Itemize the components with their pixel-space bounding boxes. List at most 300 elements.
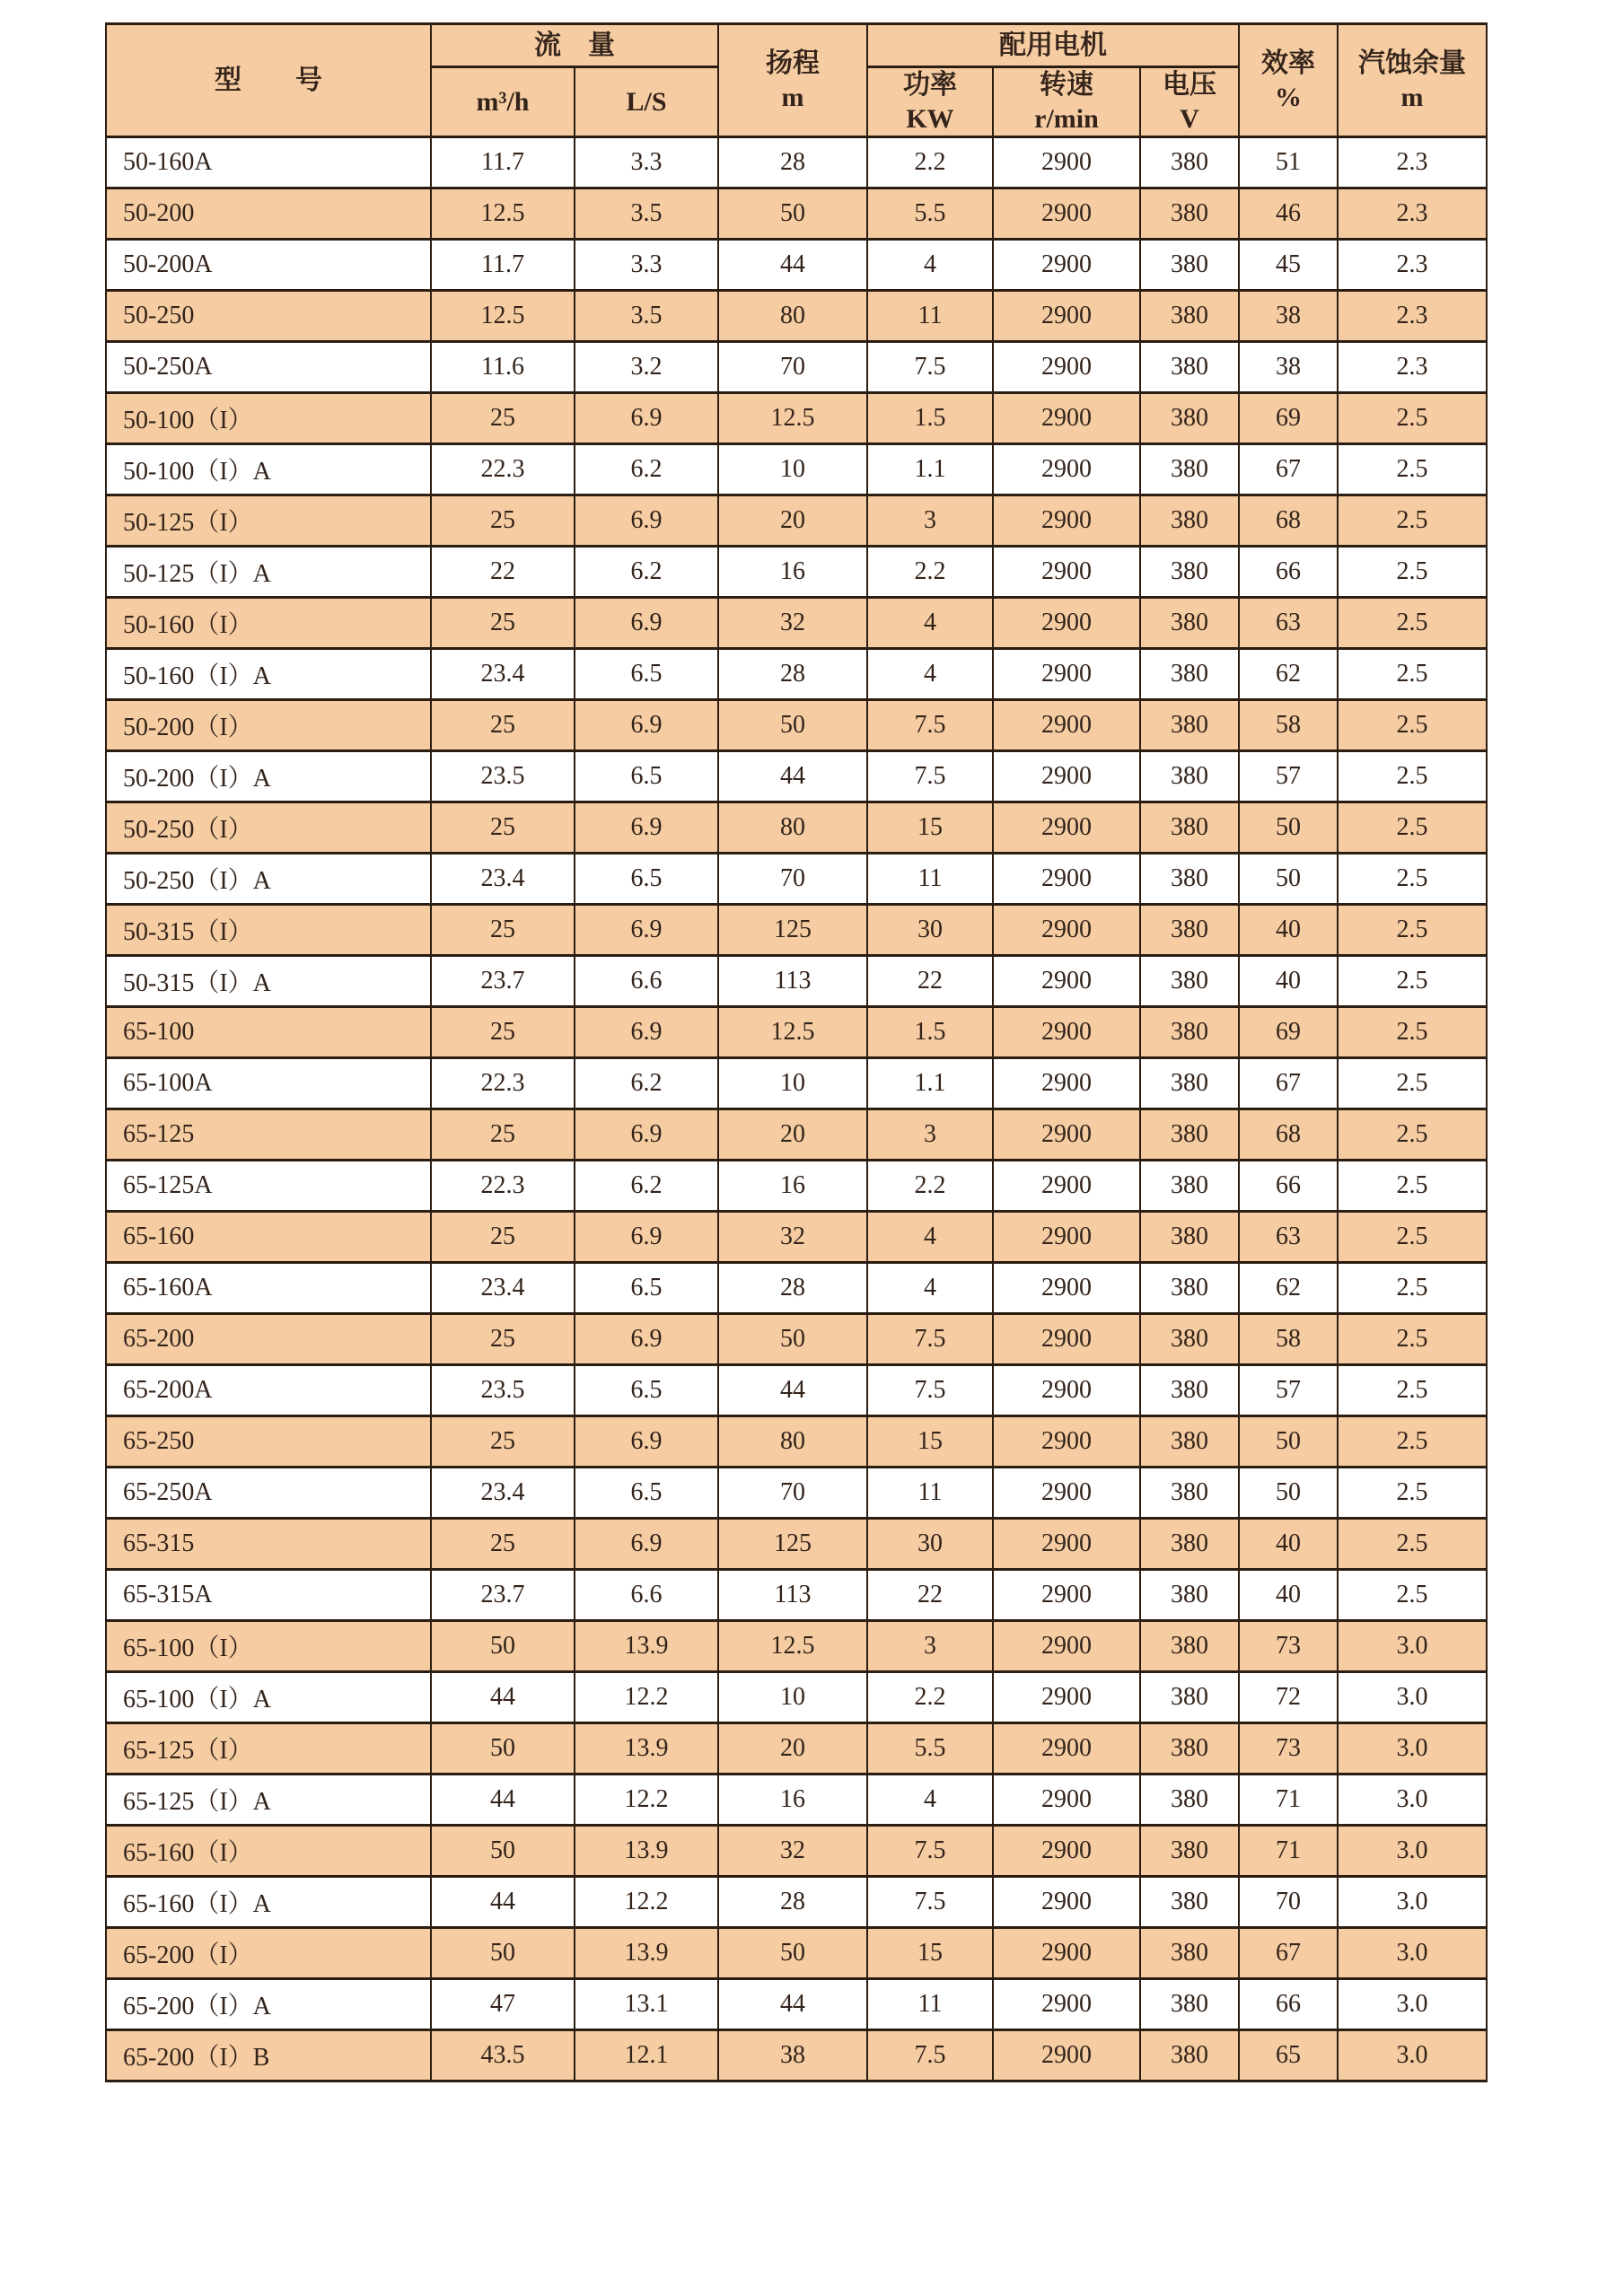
value-cell: 2.5: [1338, 598, 1487, 649]
value-cell: 38: [718, 2030, 867, 2081]
col-header-speed: [993, 67, 1140, 137]
model-cell: 65-100A: [106, 1058, 431, 1109]
value-cell: 6.5: [575, 854, 718, 905]
value-cell: 22: [867, 956, 993, 1007]
value-cell: 44: [718, 240, 867, 291]
value-cell: 45: [1239, 240, 1338, 291]
value-cell: 13.9: [575, 1621, 718, 1672]
model-cell: 65-100（I）: [106, 1621, 431, 1672]
value-cell: 70: [1239, 1877, 1338, 1928]
value-cell: 3.0: [1338, 1979, 1487, 2030]
value-cell: 2900: [993, 1570, 1140, 1621]
value-cell: 3.2: [575, 342, 718, 393]
table-row: [106, 1365, 1487, 1416]
value-cell: 25: [431, 598, 575, 649]
value-cell: 3.5: [575, 188, 718, 240]
table-body: [106, 137, 1487, 2081]
value-cell: 25: [431, 495, 575, 547]
value-cell: 68: [1239, 1109, 1338, 1161]
value-cell: 51: [1239, 137, 1338, 188]
model-cell: 50-200A: [106, 240, 431, 291]
value-cell: 58: [1239, 700, 1338, 751]
value-cell: 2.5: [1338, 1570, 1487, 1621]
value-cell: 380: [1140, 1621, 1239, 1672]
value-cell: 2.3: [1338, 342, 1487, 393]
value-cell: 11.7: [431, 240, 575, 291]
table-row: [106, 598, 1487, 649]
value-cell: 6.2: [575, 1058, 718, 1109]
value-cell: 12.5: [718, 1621, 867, 1672]
value-cell: 50: [718, 1314, 867, 1365]
model-cell: 65-160: [106, 1212, 431, 1263]
value-cell: 15: [867, 802, 993, 854]
value-cell: 1.5: [867, 1007, 993, 1058]
value-cell: 2900: [993, 854, 1140, 905]
value-cell: 70: [718, 854, 867, 905]
value-cell: 66: [1239, 1979, 1338, 2030]
value-cell: 3.0: [1338, 1621, 1487, 1672]
value-cell: 12.2: [575, 1877, 718, 1928]
model-cell: 50-250A: [106, 342, 431, 393]
value-cell: 10: [718, 1058, 867, 1109]
value-cell: 3: [867, 495, 993, 547]
col-header-efficiency: [1239, 24, 1338, 137]
value-cell: 67: [1239, 1058, 1338, 1109]
value-cell: 2.5: [1338, 547, 1487, 598]
value-cell: 47: [431, 1979, 575, 2030]
value-cell: 66: [1239, 547, 1338, 598]
value-cell: 380: [1140, 547, 1239, 598]
value-cell: 44: [718, 751, 867, 802]
value-cell: 3.0: [1338, 1826, 1487, 1877]
value-cell: 65: [1239, 2030, 1338, 2081]
value-cell: 2900: [993, 1161, 1140, 1212]
value-cell: 2900: [993, 188, 1140, 240]
table-row: [106, 751, 1487, 802]
value-cell: 7.5: [867, 1826, 993, 1877]
table-row: [106, 1263, 1487, 1314]
value-cell: 2.3: [1338, 240, 1487, 291]
value-cell: 38: [1239, 342, 1338, 393]
value-cell: 6.9: [575, 1314, 718, 1365]
value-cell: 2900: [993, 291, 1140, 342]
value-cell: 6.2: [575, 444, 718, 495]
col-header-voltage-unit: V: [1180, 103, 1199, 134]
value-cell: 12.2: [575, 1672, 718, 1723]
value-cell: 6.9: [575, 1416, 718, 1468]
value-cell: 6.9: [575, 1519, 718, 1570]
value-cell: 2900: [993, 444, 1140, 495]
table-row: [106, 1314, 1487, 1365]
model-cell: 65-315A: [106, 1570, 431, 1621]
value-cell: 2.2: [867, 547, 993, 598]
value-cell: 2900: [993, 137, 1140, 188]
value-cell: 6.9: [575, 802, 718, 854]
col-header-head: [718, 24, 867, 137]
value-cell: 380: [1140, 956, 1239, 1007]
value-cell: 50: [1239, 802, 1338, 854]
value-cell: 2.5: [1338, 1314, 1487, 1365]
value-cell: 2.5: [1338, 700, 1487, 751]
value-cell: 15: [867, 1928, 993, 1979]
value-cell: 7.5: [867, 700, 993, 751]
value-cell: 380: [1140, 649, 1239, 700]
value-cell: 46: [1239, 188, 1338, 240]
model-cell: 50-125（I）A: [106, 547, 431, 598]
col-header-power: [867, 67, 993, 137]
value-cell: 2.2: [867, 137, 993, 188]
value-cell: 32: [718, 1212, 867, 1263]
value-cell: 6.5: [575, 751, 718, 802]
value-cell: 380: [1140, 1365, 1239, 1416]
value-cell: 67: [1239, 1928, 1338, 1979]
value-cell: 2.5: [1338, 1468, 1487, 1519]
table-row: [106, 1058, 1487, 1109]
value-cell: 50: [718, 188, 867, 240]
value-cell: 3: [867, 1109, 993, 1161]
value-cell: 28: [718, 1263, 867, 1314]
table-row: [106, 700, 1487, 751]
value-cell: 28: [718, 649, 867, 700]
value-cell: 380: [1140, 1723, 1239, 1775]
value-cell: 13.9: [575, 1928, 718, 1979]
value-cell: 22: [431, 547, 575, 598]
model-cell: 65-125（I）: [106, 1723, 431, 1775]
value-cell: 3.0: [1338, 1775, 1487, 1826]
value-cell: 2900: [993, 956, 1140, 1007]
value-cell: 57: [1239, 751, 1338, 802]
table-header: [106, 24, 1487, 137]
table-row: [106, 1672, 1487, 1723]
value-cell: 2900: [993, 240, 1140, 291]
value-cell: 50: [431, 1723, 575, 1775]
model-cell: 65-200: [106, 1314, 431, 1365]
value-cell: 1.1: [867, 444, 993, 495]
model-cell: 65-200（I）B: [106, 2030, 431, 2081]
model-cell: 65-250A: [106, 1468, 431, 1519]
value-cell: 22.3: [431, 1058, 575, 1109]
value-cell: 380: [1140, 291, 1239, 342]
value-cell: 2900: [993, 1263, 1140, 1314]
value-cell: 25: [431, 700, 575, 751]
table-row: [106, 495, 1487, 547]
value-cell: 2.5: [1338, 1263, 1487, 1314]
table-row: [106, 1519, 1487, 1570]
value-cell: 1.1: [867, 1058, 993, 1109]
col-header-head-unit: m: [781, 82, 804, 112]
value-cell: 7.5: [867, 1314, 993, 1365]
value-cell: 25: [431, 1109, 575, 1161]
value-cell: 22: [867, 1570, 993, 1621]
col-header-voltage-label: 电压: [1163, 70, 1217, 100]
value-cell: 2900: [993, 2030, 1140, 2081]
value-cell: 50: [1239, 1468, 1338, 1519]
value-cell: 125: [718, 905, 867, 956]
value-cell: 13.9: [575, 1723, 718, 1775]
value-cell: 2.3: [1338, 188, 1487, 240]
model-cell: 50-200: [106, 188, 431, 240]
value-cell: 3: [867, 1621, 993, 1672]
table-row: [106, 854, 1487, 905]
value-cell: 2900: [993, 547, 1140, 598]
table-row: [106, 291, 1487, 342]
model-cell: 65-315: [106, 1519, 431, 1570]
value-cell: 4: [867, 1263, 993, 1314]
value-cell: 2900: [993, 905, 1140, 956]
model-cell: 50-200（I）A: [106, 751, 431, 802]
model-cell: 50-160（I）A: [106, 649, 431, 700]
value-cell: 6.9: [575, 905, 718, 956]
value-cell: 3.0: [1338, 1928, 1487, 1979]
value-cell: 44: [431, 1877, 575, 1928]
value-cell: 125: [718, 1519, 867, 1570]
value-cell: 2900: [993, 1007, 1140, 1058]
value-cell: 3.5: [575, 291, 718, 342]
value-cell: 50: [718, 1928, 867, 1979]
value-cell: 2.5: [1338, 1109, 1487, 1161]
model-cell: 50-160A: [106, 137, 431, 188]
value-cell: 2900: [993, 649, 1140, 700]
value-cell: 2900: [993, 802, 1140, 854]
value-cell: 380: [1140, 854, 1239, 905]
value-cell: 11: [867, 854, 993, 905]
table-row: [106, 1109, 1487, 1161]
model-cell: 65-125A: [106, 1161, 431, 1212]
value-cell: 380: [1140, 1570, 1239, 1621]
value-cell: 28: [718, 1877, 867, 1928]
table-row: [106, 2030, 1487, 2081]
col-header-voltage: [1140, 67, 1239, 137]
value-cell: 2.5: [1338, 905, 1487, 956]
model-cell: 50-250（I）: [106, 802, 431, 854]
model-cell: 65-200（I）A: [106, 1979, 431, 2030]
value-cell: 23.4: [431, 1263, 575, 1314]
model-cell: 65-200（I）: [106, 1928, 431, 1979]
table-row: [106, 393, 1487, 444]
value-cell: 7.5: [867, 2030, 993, 2081]
value-cell: 7.5: [867, 1365, 993, 1416]
value-cell: 380: [1140, 598, 1239, 649]
value-cell: 380: [1140, 240, 1239, 291]
table-row: [106, 1416, 1487, 1468]
value-cell: 6.9: [575, 1007, 718, 1058]
table-row: [106, 137, 1487, 188]
value-cell: 2.2: [867, 1672, 993, 1723]
model-cell: 50-250（I）A: [106, 854, 431, 905]
value-cell: 3.0: [1338, 1723, 1487, 1775]
model-cell: 65-125: [106, 1109, 431, 1161]
value-cell: 2.3: [1338, 291, 1487, 342]
value-cell: 380: [1140, 751, 1239, 802]
pump-spec-table: [105, 22, 1488, 2082]
model-cell: 65-100: [106, 1007, 431, 1058]
value-cell: 25: [431, 1416, 575, 1468]
table-row: [106, 1775, 1487, 1826]
value-cell: 380: [1140, 342, 1239, 393]
table-row: [106, 1161, 1487, 1212]
value-cell: 69: [1239, 393, 1338, 444]
value-cell: 380: [1140, 1826, 1239, 1877]
value-cell: 2.5: [1338, 649, 1487, 700]
value-cell: 6.9: [575, 495, 718, 547]
value-cell: 113: [718, 956, 867, 1007]
value-cell: 25: [431, 1212, 575, 1263]
value-cell: 2.2: [867, 1161, 993, 1212]
value-cell: 4: [867, 649, 993, 700]
model-cell: 50-315（I）: [106, 905, 431, 956]
value-cell: 380: [1140, 1109, 1239, 1161]
col-header-model: 型 号: [106, 24, 431, 137]
value-cell: 4: [867, 1212, 993, 1263]
value-cell: 2.5: [1338, 444, 1487, 495]
model-cell: 65-125（I）A: [106, 1775, 431, 1826]
value-cell: 12.5: [718, 393, 867, 444]
value-cell: 2.5: [1338, 751, 1487, 802]
col-header-flow-group: 流 量: [431, 24, 718, 67]
value-cell: 380: [1140, 905, 1239, 956]
value-cell: 2900: [993, 1672, 1140, 1723]
model-cell: 50-125（I）: [106, 495, 431, 547]
value-cell: 2900: [993, 1314, 1140, 1365]
value-cell: 380: [1140, 700, 1239, 751]
value-cell: 50: [1239, 1416, 1338, 1468]
model-cell: 65-100（I）A: [106, 1672, 431, 1723]
table-row: [106, 1621, 1487, 1672]
model-cell: 50-100（I）: [106, 393, 431, 444]
table-row: [106, 1468, 1487, 1519]
value-cell: 2.5: [1338, 1212, 1487, 1263]
value-cell: 15: [867, 1416, 993, 1468]
value-cell: 380: [1140, 802, 1239, 854]
value-cell: 6.5: [575, 1365, 718, 1416]
value-cell: 3.0: [1338, 2030, 1487, 2081]
value-cell: 20: [718, 1723, 867, 1775]
value-cell: 67: [1239, 444, 1338, 495]
value-cell: 6.5: [575, 1468, 718, 1519]
value-cell: 5.5: [867, 1723, 993, 1775]
col-header-power-label: 功率: [903, 70, 957, 100]
table-row: [106, 802, 1487, 854]
value-cell: 16: [718, 1161, 867, 1212]
col-header-npsh-label: 汽蚀余量: [1358, 48, 1467, 78]
col-header-power-unit: KW: [906, 103, 954, 134]
value-cell: 380: [1140, 1058, 1239, 1109]
value-cell: 2.5: [1338, 1007, 1487, 1058]
value-cell: 3.0: [1338, 1672, 1487, 1723]
value-cell: 23.7: [431, 956, 575, 1007]
value-cell: 57: [1239, 1365, 1338, 1416]
value-cell: 30: [867, 905, 993, 956]
value-cell: 13.9: [575, 1826, 718, 1877]
value-cell: 80: [718, 291, 867, 342]
value-cell: 11.6: [431, 342, 575, 393]
value-cell: 25: [431, 1519, 575, 1570]
value-cell: 5.5: [867, 188, 993, 240]
col-header-speed-unit: r/min: [1034, 103, 1099, 134]
value-cell: 12.5: [431, 291, 575, 342]
value-cell: 23.5: [431, 1365, 575, 1416]
value-cell: 25: [431, 905, 575, 956]
value-cell: 70: [718, 342, 867, 393]
table-row: [106, 1979, 1487, 2030]
value-cell: 380: [1140, 495, 1239, 547]
table-row: [106, 1570, 1487, 1621]
value-cell: 2900: [993, 393, 1140, 444]
value-cell: 380: [1140, 1468, 1239, 1519]
col-header-head-label: 扬程: [766, 48, 820, 78]
value-cell: 2900: [993, 1826, 1140, 1877]
value-cell: 6.9: [575, 1109, 718, 1161]
table-row: [106, 1007, 1487, 1058]
value-cell: 2900: [993, 751, 1140, 802]
model-cell: 65-160A: [106, 1263, 431, 1314]
value-cell: 380: [1140, 1672, 1239, 1723]
value-cell: 380: [1140, 1007, 1239, 1058]
value-cell: 2900: [993, 1979, 1140, 2030]
value-cell: 6.6: [575, 1570, 718, 1621]
value-cell: 2900: [993, 1928, 1140, 1979]
value-cell: 2.5: [1338, 956, 1487, 1007]
col-header-flow-m3h: m³/h: [431, 67, 575, 137]
value-cell: 380: [1140, 1161, 1239, 1212]
value-cell: 380: [1140, 1775, 1239, 1826]
value-cell: 71: [1239, 1826, 1338, 1877]
value-cell: 2900: [993, 598, 1140, 649]
value-cell: 58: [1239, 1314, 1338, 1365]
value-cell: 25: [431, 1007, 575, 1058]
value-cell: 380: [1140, 1416, 1239, 1468]
value-cell: 25: [431, 1314, 575, 1365]
value-cell: 66: [1239, 1161, 1338, 1212]
value-cell: 2.3: [1338, 137, 1487, 188]
model-cell: 65-160（I）A: [106, 1877, 431, 1928]
value-cell: 2900: [993, 1775, 1140, 1826]
value-cell: 68: [1239, 495, 1338, 547]
value-cell: 63: [1239, 598, 1338, 649]
value-cell: 6.9: [575, 393, 718, 444]
value-cell: 22.3: [431, 1161, 575, 1212]
value-cell: 30: [867, 1519, 993, 1570]
value-cell: 23.4: [431, 1468, 575, 1519]
value-cell: 72: [1239, 1672, 1338, 1723]
value-cell: 73: [1239, 1621, 1338, 1672]
value-cell: 44: [431, 1775, 575, 1826]
table-row: [106, 1877, 1487, 1928]
model-cell: 50-250: [106, 291, 431, 342]
value-cell: 2900: [993, 1416, 1140, 1468]
col-header-npsh-unit: m: [1400, 82, 1424, 112]
value-cell: 10: [718, 444, 867, 495]
table-row: [106, 444, 1487, 495]
value-cell: 80: [718, 802, 867, 854]
value-cell: 32: [718, 598, 867, 649]
model-cell: 50-100（I）A: [106, 444, 431, 495]
value-cell: 2900: [993, 1109, 1140, 1161]
value-cell: 2900: [993, 1723, 1140, 1775]
value-cell: 2900: [993, 1468, 1140, 1519]
value-cell: 11: [867, 291, 993, 342]
value-cell: 380: [1140, 1263, 1239, 1314]
value-cell: 63: [1239, 1212, 1338, 1263]
value-cell: 11: [867, 1468, 993, 1519]
value-cell: 32: [718, 1826, 867, 1877]
model-cell: 50-200（I）: [106, 700, 431, 751]
value-cell: 7.5: [867, 751, 993, 802]
table-row: [106, 1928, 1487, 1979]
value-cell: 38: [1239, 291, 1338, 342]
model-cell: 50-315（I）A: [106, 956, 431, 1007]
value-cell: 2900: [993, 1621, 1140, 1672]
